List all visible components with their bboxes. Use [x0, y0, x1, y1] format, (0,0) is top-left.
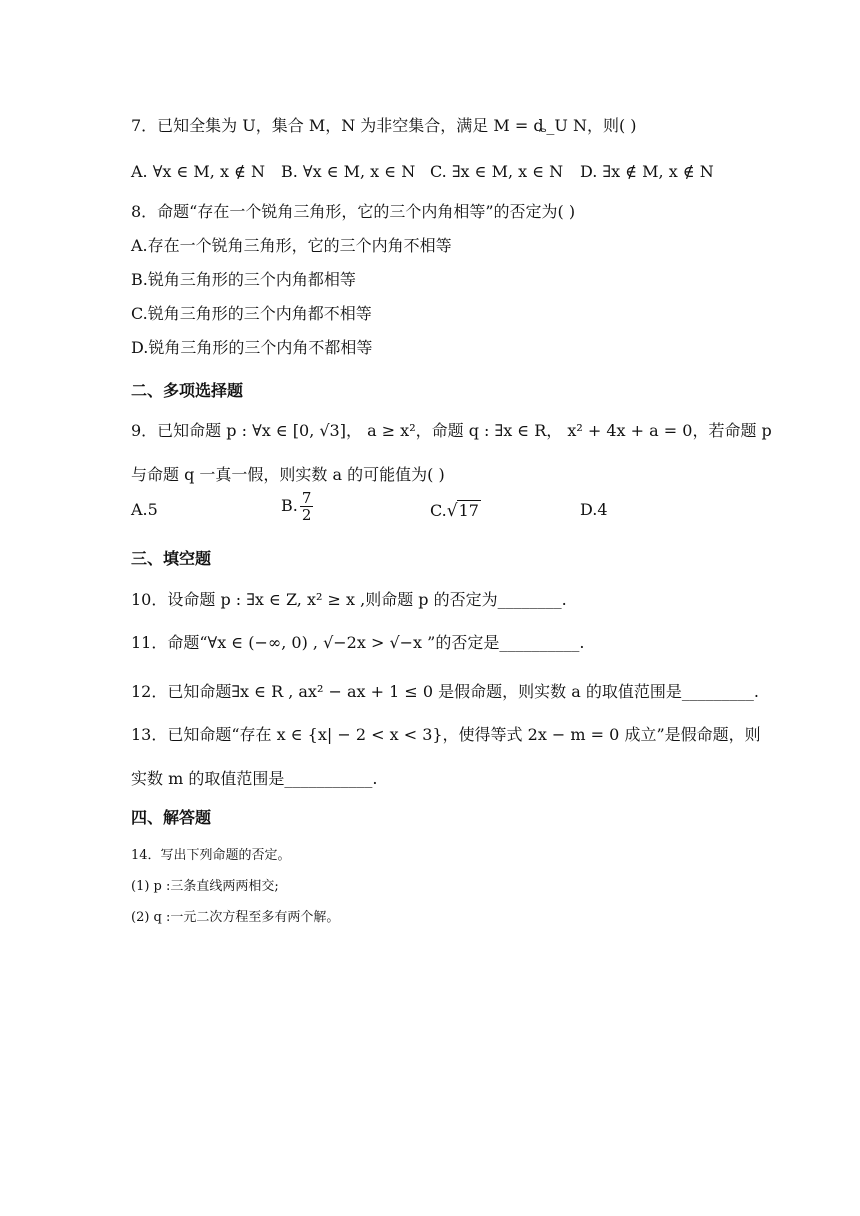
question-9-option-b [281, 490, 313, 523]
question-14-item-2: (2) q :一元二次方程至多有两个解。 [131, 910, 340, 925]
question-9-option-b-prefix: B. [281, 496, 298, 515]
section-heading-multiple-choice: 二、多项选择题 [131, 381, 244, 400]
question-8-option-d: D.锐角三角形的三个内角不都相等 [131, 338, 373, 357]
question-7-option-d: D. ∃x ∉ M, x ∉ N [580, 162, 714, 181]
question-8-option-b: B.锐角三角形的三个内角都相等 [131, 270, 356, 289]
question-14-stem: 14．写出下列命题的否定。 [131, 848, 291, 863]
question-8-option-a: A.存在一个锐角三角形，它的三个内角不相等 [131, 236, 452, 255]
fraction [300, 490, 314, 523]
question-13-line-2: 实数 m 的取值范围是___________. [131, 769, 378, 788]
section-heading-solutions: 四、解答题 [131, 808, 212, 827]
question-14-item-1: (1) p :三条直线两两相交; [131, 879, 279, 894]
fraction-numerator: 7 [301, 489, 312, 507]
question-13-line-1: 13．已知命题“存在 x ∈ {x| − 2 < x < 3}，使得等式 2x − m = 0 成立”是假命题，则 [131, 725, 761, 744]
question-7-option-a: A. ∀x ∈ M, x ∉ N [131, 162, 266, 181]
question-12: 12．已知命题∃x ∈ R , ax² − ax + 1 ≤ 0 是假命题，则实数 a 的取值范围是_________. [131, 682, 759, 701]
question-11: 11．命题“∀x ∈ (−∞, 0) , √−2x > √−x ”的否定是__________. [131, 633, 585, 652]
question-9-line-2: 与命题 q 一真一假，则实数 a 的可能值为( ) [131, 465, 445, 484]
sqrt-icon: √ [446, 501, 458, 521]
section-heading-fill-in: 三、填空题 [131, 549, 212, 568]
question-9-line-1: 9．已知命题 p : ∀x ∈ [0, √3]， a ≥ x²，命题 q : ∃x ∈ R， x² + 4x + a = 0，若命题 p [131, 421, 772, 440]
question-8-option-c: C.锐角三角形的三个内角都不相等 [131, 304, 372, 323]
question-8-stem: 8．命题“存在一个锐角三角形，它的三个内角相等”的否定为( ) [131, 202, 576, 221]
radicand: 17 [458, 501, 479, 520]
fraction-denominator: 2 [301, 506, 312, 524]
question-9-option-d: D.4 [580, 500, 608, 519]
question-7-option-b: B. ∀x ∈ M, x ∈ N [281, 162, 416, 181]
question-7-stem: 7．已知全集为 U，集合 M，N 为非空集合，满足 M = ȡ_U N，则( ) [131, 116, 637, 135]
question-10: 10．设命题 p : ∃x ∈ Z, x² ≥ x ,则命题 p 的否定为________. [131, 590, 567, 609]
question-9-option-a: A.5 [131, 500, 158, 519]
question-9-option-c-prefix: C. [430, 501, 447, 520]
question-7-option-c: C. ∃x ∈ M, x ∈ N [430, 162, 564, 181]
question-9-option-c [430, 500, 481, 521]
